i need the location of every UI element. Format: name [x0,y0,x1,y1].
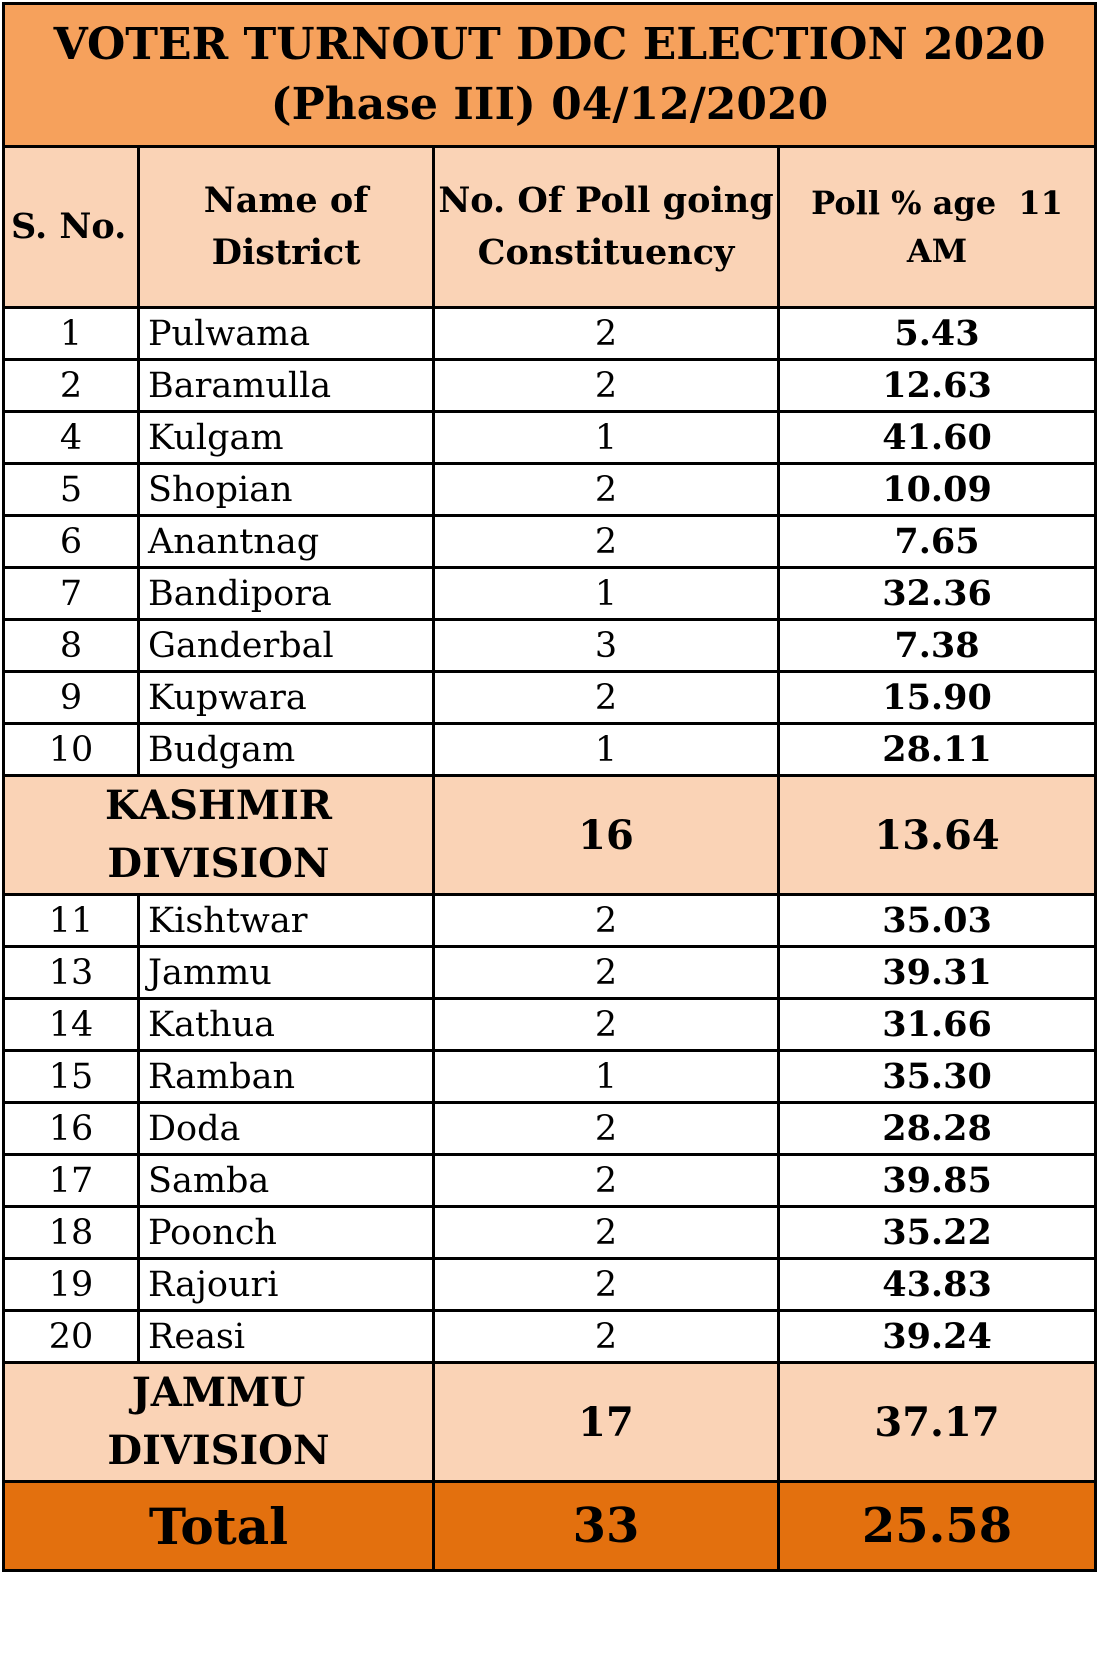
cell-sno: 14 [4,999,139,1051]
header-constituency [434,147,779,308]
division-label [4,1363,434,1482]
cell-poll-percentage: 32.36 [779,568,1096,620]
table-row [4,1207,1096,1259]
table-row [4,516,1096,568]
cell-constituencies: 2 [434,1207,779,1259]
cell-poll-percentage: 7.38 [779,620,1096,672]
cell-district: Ramban [139,1051,434,1103]
cell-sno: 11 [4,895,139,947]
cell-district: Kishtwar [139,895,434,947]
cell-constituencies: 2 [434,947,779,999]
cell-sno: 16 [4,1103,139,1155]
table-row [4,360,1096,412]
cell-poll-percentage: 43.83 [779,1259,1096,1311]
division-label-line-1: JAMMU [131,1369,306,1416]
cell-poll-percentage: 35.30 [779,1051,1096,1103]
cell-district: Anantnag [139,516,434,568]
cell-constituencies: 2 [434,464,779,516]
title-line-2: (Phase III) 04/12/2020 [270,79,829,130]
cell-district: Kupwara [139,672,434,724]
cell-sno: 19 [4,1259,139,1311]
division-poll-percentage: 37.17 [779,1363,1096,1482]
division-label-line-2: DIVISION [107,1427,330,1474]
table-title [4,4,1096,147]
division-constituencies: 17 [434,1363,779,1482]
cell-district: Pulwama [139,308,434,360]
division-label-line-2: DIVISION [107,840,330,887]
cell-constituencies: 2 [434,895,779,947]
cell-sno: 9 [4,672,139,724]
header-district-line-1: Name of [203,180,369,221]
cell-constituencies: 1 [434,568,779,620]
header-row [4,147,1096,308]
table-row [4,947,1096,999]
table-row [4,724,1096,776]
table-row [4,1311,1096,1363]
cell-poll-percentage: 10.09 [779,464,1096,516]
cell-district: Rajouri [139,1259,434,1311]
cell-sno: 6 [4,516,139,568]
cell-constituencies: 2 [434,999,779,1051]
total-label: Total [4,1482,434,1571]
cell-poll-percentage: 39.31 [779,947,1096,999]
cell-constituencies: 3 [434,620,779,672]
header-constituency-line-1: No. Of Poll going [438,180,774,221]
cell-district: Budgam [139,724,434,776]
title-row [4,4,1096,147]
cell-district: Ganderbal [139,620,434,672]
cell-district: Kathua [139,999,434,1051]
header-sno: S. No. [4,147,139,308]
header-district [139,147,434,308]
title-line-1: VOTER TURNOUT DDC ELECTION 2020 [53,19,1046,70]
kashmir-division-row [4,776,1096,895]
cell-poll-percentage: 5.43 [779,308,1096,360]
cell-district: Poonch [139,1207,434,1259]
cell-district: Shopian [139,464,434,516]
division-constituencies: 16 [434,776,779,895]
cell-poll-percentage: 41.60 [779,412,1096,464]
cell-sno: 17 [4,1155,139,1207]
cell-constituencies: 2 [434,1103,779,1155]
cell-constituencies: 2 [434,672,779,724]
table-row [4,1103,1096,1155]
cell-poll-percentage: 35.03 [779,895,1096,947]
cell-sno: 8 [4,620,139,672]
total-poll-percentage: 25.58 [779,1482,1096,1571]
cell-constituencies: 2 [434,516,779,568]
division-poll-percentage: 13.64 [779,776,1096,895]
table-row [4,620,1096,672]
total-constituencies: 33 [434,1482,779,1571]
cell-constituencies: 2 [434,308,779,360]
header-poll-line-1: Poll % age 11 [811,184,1063,222]
cell-constituencies: 1 [434,412,779,464]
cell-constituencies: 2 [434,1311,779,1363]
table-row [4,412,1096,464]
table-row [4,1051,1096,1103]
table-row [4,1259,1096,1311]
header-poll-percentage [779,147,1096,308]
cell-district: Jammu [139,947,434,999]
cell-poll-percentage: 35.22 [779,1207,1096,1259]
cell-sno: 18 [4,1207,139,1259]
cell-district: Bandipora [139,568,434,620]
cell-sno: 1 [4,308,139,360]
cell-district: Reasi [139,1311,434,1363]
header-poll-line-2: AM [906,232,968,270]
cell-poll-percentage: 39.24 [779,1311,1096,1363]
table-row [4,999,1096,1051]
cell-district: Doda [139,1103,434,1155]
table-row [4,895,1096,947]
cell-district: Kulgam [139,412,434,464]
cell-poll-percentage: 28.11 [779,724,1096,776]
table-row [4,464,1096,516]
cell-sno: 10 [4,724,139,776]
cell-sno: 13 [4,947,139,999]
cell-constituencies: 1 [434,724,779,776]
cell-poll-percentage: 31.66 [779,999,1096,1051]
cell-sno: 5 [4,464,139,516]
cell-poll-percentage: 12.63 [779,360,1096,412]
header-constituency-line-2: Constituency [477,232,735,273]
cell-sno: 7 [4,568,139,620]
cell-district: Baramulla [139,360,434,412]
cell-constituencies: 1 [434,1051,779,1103]
cell-poll-percentage: 15.90 [779,672,1096,724]
cell-sno: 2 [4,360,139,412]
header-district-line-2: District [211,232,361,273]
cell-poll-percentage: 39.85 [779,1155,1096,1207]
table-row [4,568,1096,620]
cell-district: Samba [139,1155,434,1207]
cell-sno: 20 [4,1311,139,1363]
cell-constituencies: 2 [434,1155,779,1207]
cell-constituencies: 2 [434,360,779,412]
division-label [4,776,434,895]
voter-turnout-table [2,2,1097,1572]
cell-constituencies: 2 [434,1259,779,1311]
jammu-division-row [4,1363,1096,1482]
cell-sno: 4 [4,412,139,464]
cell-poll-percentage: 7.65 [779,516,1096,568]
division-label-line-1: KASHMIR [104,782,333,829]
table-row [4,1155,1096,1207]
cell-sno: 15 [4,1051,139,1103]
total-row [4,1482,1096,1571]
table-row [4,308,1096,360]
table-row [4,672,1096,724]
cell-poll-percentage: 28.28 [779,1103,1096,1155]
